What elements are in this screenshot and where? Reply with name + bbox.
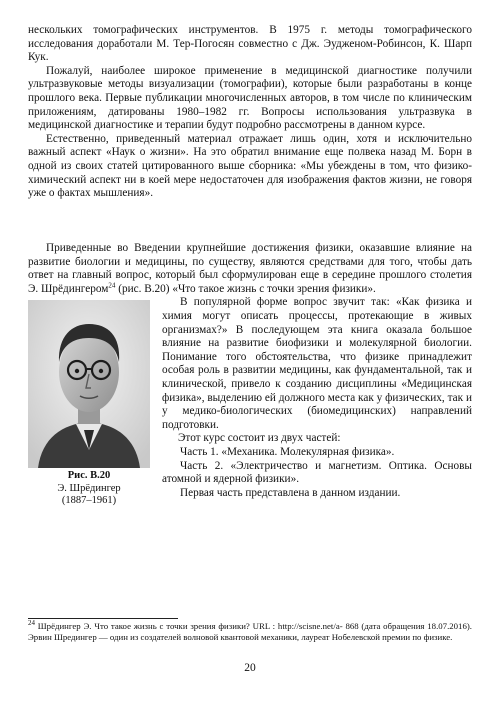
page-number: 20: [244, 662, 256, 674]
footnote-divider: [28, 618, 178, 619]
footnote-text: Шрёдингер Э. Что такое жизнь с точки зрения физики? URL : http://scisne.net/a- 868 (дата обращения 18.07.2016). Эрвин Шредингер — один из создателей волновой квантовой механики, лауреат Нобелевской премии по физике.: [28, 621, 472, 642]
intro-text: Приведенные во Введении крупнейшие достижения физики, оказавшие влияние на развитие биологии и медицины, по существу, являются средствами для того, чтобы дать ответ на главный вопрос, который был сформулирован еще в середине прошлого столетия Э. Шрёдингером: [28, 242, 472, 295]
schrodinger-portrait: [28, 300, 150, 468]
paragraph-first-part: Первая часть представлена в данном издании.: [180, 486, 401, 499]
figure-person-years: (1887–1961): [61, 495, 117, 507]
bottom-text-block: [28, 242, 472, 512]
figure-person-name: Э. Шрёдингер: [57, 482, 121, 494]
figure-caption: [28, 470, 150, 508]
paragraph-ultrasound: Пожалуй, наиболее широкое применение в медицинской диагностике получили ультразвуковые методы визуализации (томографии), которые были разработаны в конце прошлого века. Первые публикации многочисленных авторов, в том числе по клиническим приложениям, датированы 1980–1982 гг. Вопросы использования ультразвука в медицинской диагностике и терапии будут подробно рассмотрены в данном курсе.: [28, 64, 472, 132]
portrait-photo: [28, 300, 150, 468]
footnote-number: 24: [28, 619, 35, 628]
paragraph-course-parts: Этот курс состоит из двух частей:: [178, 432, 341, 445]
footnote-reference[interactable]: 24: [108, 281, 116, 290]
paragraph-intro: [28, 242, 472, 296]
paragraph-popular-form: В популярной форме вопрос звучит так: «Как физика и химия могут описать процессы, протекающие в живых организмах?» В последующем эта книга оказала большое влияние на развитие биофизики и молекулярной биологии. Понимание того обстоятельства, что физике принадлежит особая роль в развитии медицины, как фундаментальной, так и клинической, привело к созданию дисциплины «Медицинская физика», выделению ей должного места как у физических, так и у медико-биологических (биомедицинских) направлений подготовки.: [162, 296, 472, 431]
figure-label: Рис. В.20: [67, 470, 111, 482]
paragraph-born-quote: Естественно, приведенный материал отражает лишь один, хотя и исключительно важный аспект «Наук о жизни». На это обратил внимание еще полвека назад М. Борн в одной из своих статей цитированного выше сборника: «Мы убеждены в том, что физико-химический аспект ни в коей мере недостаточен для изображения фактов жизни, не говоря уже о фактах мышления».: [28, 132, 472, 200]
paragraph-tomography: нескольких томографических инструментов. В 1975 г. методы томографического исследования доработали М. Тер-Погосян совместно с Дж. Эудженом-Робинсон, К. Шарп Кук.: [28, 24, 472, 64]
intro-text-end: (рис. В.20) «Что такое жизнь с точки зрения физики».: [115, 282, 376, 295]
top-text-block: [28, 24, 472, 201]
footnote: [28, 621, 472, 643]
paragraph-part-2: Часть 2. «Электричество и магнетизм. Оптика. Основы атомной и ядерной физики».: [162, 459, 472, 486]
paragraph-part-1: Часть 1. «Механика. Молекулярная физика».: [180, 445, 395, 458]
